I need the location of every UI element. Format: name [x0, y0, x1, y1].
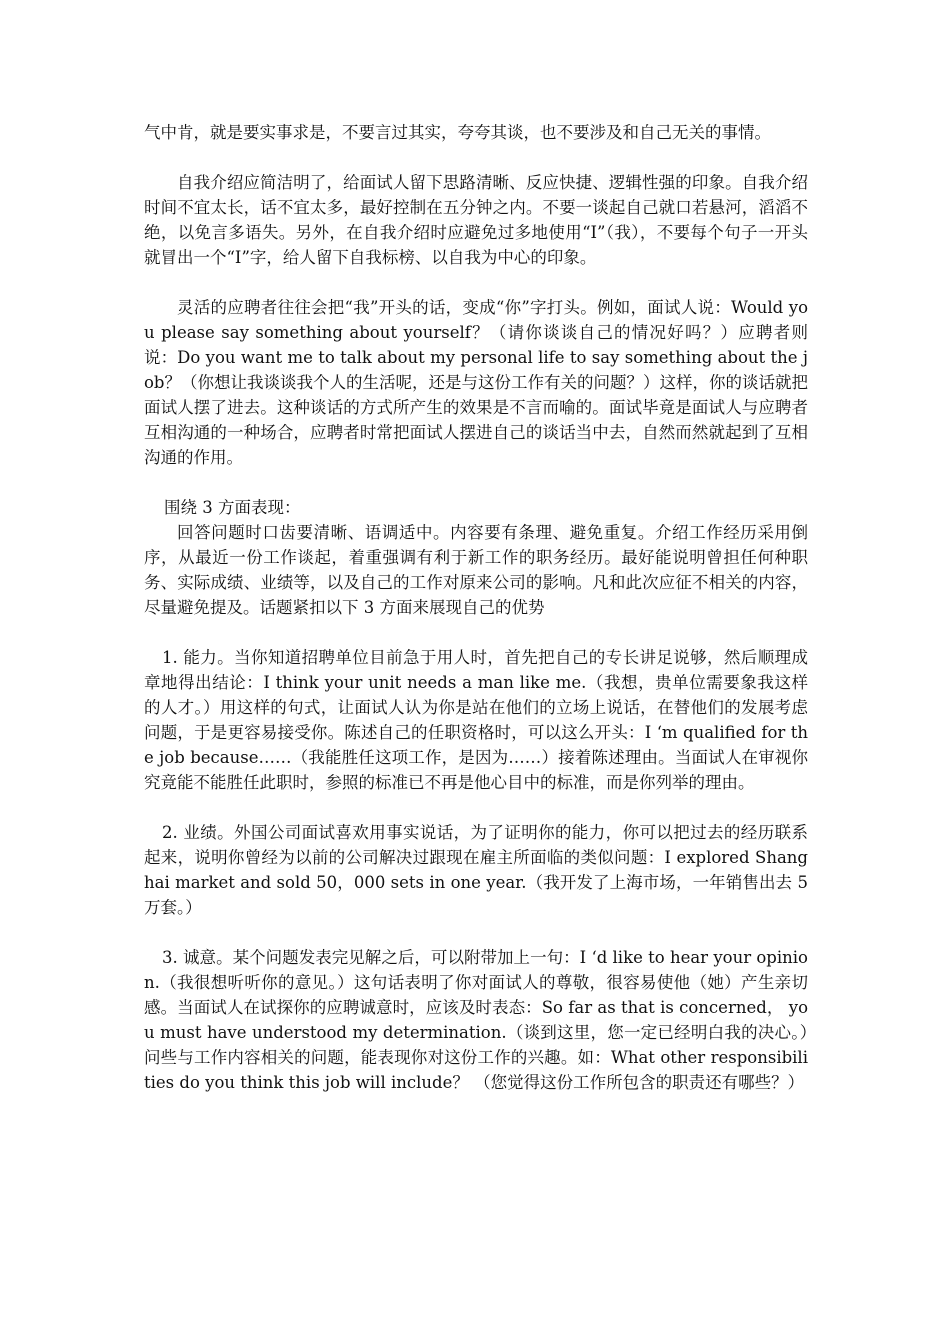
list-item-performance: 2. 业绩。外国公司面试喜欢用事实说话，为了证明你的能力，你可以把过去的经历联系起来，说明你曾经为以前的公司解决过跟现在雇主所面临的类似问题：I explored Shanghai market and sold 50，000 sets in one year.（我开发了上海市场，一年销售出去 5 万套。）: [144, 823, 808, 917]
list-item-sincerity: 3. 诚意。某个问题发表完见解之后，可以附带加上一句：I ‘d like to hear your opinion.（我很想听听你的意见。）这句话表明了你对面试人的尊敬，很容易使他（她）产生亲切感。当面试人在试探你的应聘诚意时，应该及时表态：So far as that is concerned， you must have understood my determination.（谈到这里，您一定已经明白我的决心。）问些与工作内容相关的问题，能表现你对这份工作的兴趣。如：What other responsibilities do you think this job will include？ （您觉得这份工作所包含的职责还有哪些？）: [144, 948, 808, 1092]
paragraph-answer-guidance: 回答问题时口齿要清晰、语调适中。内容要有条理、避免重复。介绍工作经历采用倒序，从最近一份工作谈起，着重强调有利于新工作的职务经历。最好能说明曾担任何种职务、实际成绩、业绩等，以及自己的工作对原来公司的影响。凡和此次应征不相关的内容，尽量避免提及。话题紧扣以下 3 方面来展现自己的优势: [144, 523, 808, 617]
paragraph-continuation: 气中肯，就是要实事求是，不要言过其实，夸夸其谈，也不要涉及和自己无关的事情。: [144, 123, 771, 142]
list-item-ability: 1. 能力。当你知道招聘单位目前急于用人时，首先把自己的专长讲足说够，然后顺理成章地得出结论：I think your unit needs a man like me.（我想，贵单位需要象我这样的人才。）用这样的句式，让面试人认为你是站在他们的立场上说话，在替他们的发展考虑问题，于是更容易接受你。陈述自己的任职资格时，可以这么开头：I ‘m qualified for the job because……（我能胜任这项工作，是因为……）接着陈述理由。当面试人在审视你究竟能不能胜任此职时，参照的标准已不再是他心目中的标准，而是你列举的理由。: [144, 648, 808, 792]
section-heading-three-aspects: 围绕 3 方面表现：: [164, 498, 301, 517]
document-body: [144, 120, 808, 1120]
paragraph-you-phrasing: 灵活的应聘者往往会把“我”开头的话，变成“你”字打头。例如，面试人说：Would you please say something about yourself？（请你谈谈自己的情况好吗？）应聘者则说：Do you want me to talk about my personal life to say something about the job？（你想让我谈谈我个人的生活呢，还是与这份工作有关的问题？）这样，你的谈话就把面试人摆了进去。这种谈话的方式所产生的效果是不言而喻的。面试毕竟是面试人与应聘者互相沟通的一种场合，应聘者时常把面试人摆进自己的谈话当中去，自然而然就起到了互相沟通的作用。: [144, 298, 808, 467]
paragraph-self-introduction: 自我介绍应简洁明了，给面试人留下思路清晰、反应快捷、逻辑性强的印象。自我介绍时间不宜太长，话不宜太多，最好控制在五分钟之内。不要一谈起自己就口若悬河，滔滔不绝，以免言多语失。另外，在自我介绍时应避免过多地使用“I”（我），不要每个句子一开头就冒出一个“I”字，给人留下自我标榜、以自我为中心的印象。: [144, 173, 808, 267]
